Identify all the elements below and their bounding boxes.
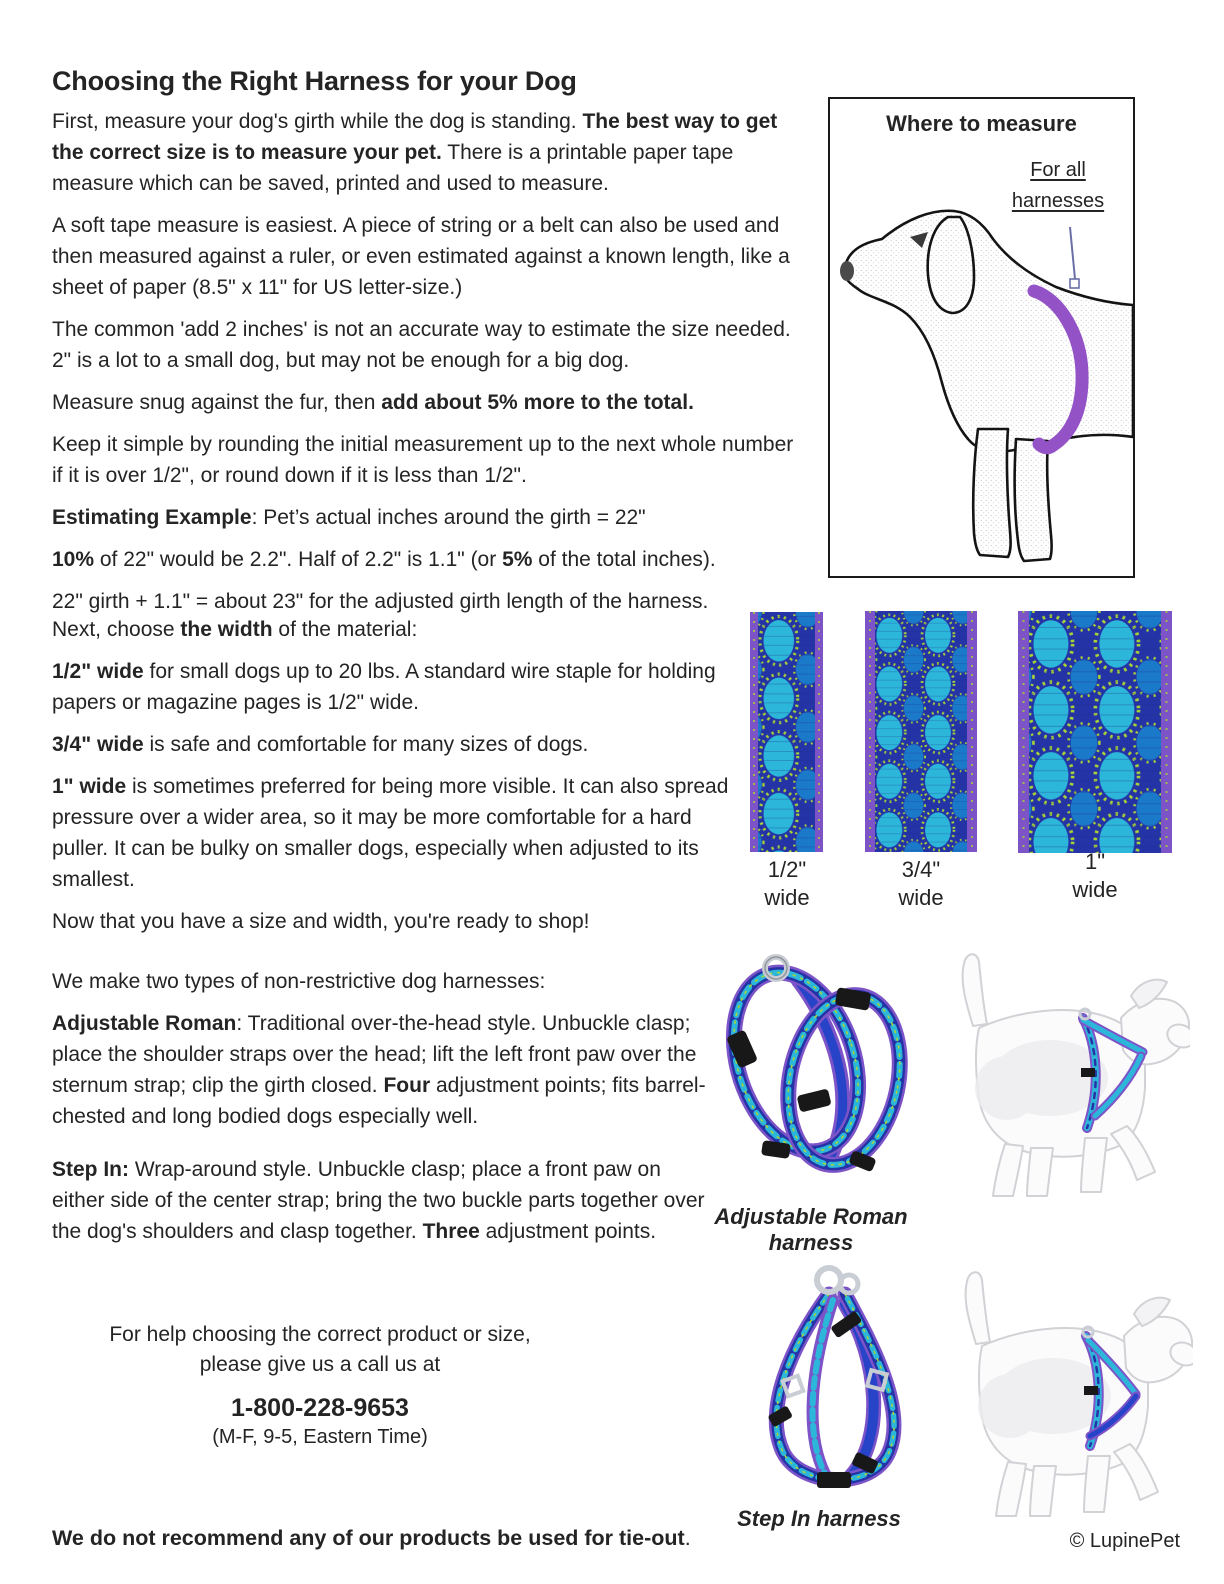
phone-hours: (M-F, 9-5, Eastern Time)	[212, 1426, 428, 1448]
paragraph-half-inch: 1/2" wide for small dogs up to 20 lbs. A standard wire staple for holding papers or magazine pages is 1/2" wide.	[52, 660, 716, 714]
measure-box-title: Where to measure	[886, 111, 1077, 136]
leader-line	[1070, 227, 1075, 279]
paragraph-one-inch: 1" wide is sometimes preferred for being more visible. It can also spread pressure over a wider area, so it may be more comfortable for a hard puller. It can be bulky on smaller dogs, especially when adjusted to its smallest.	[52, 775, 729, 891]
paragraph-add-2-inches: The common 'add 2 inches' is not an accurate way to estimate the size needed. 2" is a lot to a small dog, but may not be enough for a big dog.	[52, 318, 791, 372]
width-section	[52, 614, 730, 906]
help-line-2: please give us a call us at	[199, 1353, 441, 1376]
mannequin-dog-stepin	[938, 1262, 1193, 1524]
dog-nose	[840, 261, 854, 281]
stepin-harness-caption: Step In harness	[737, 1506, 901, 1531]
help-line-1: For help choosing the correct product or size,	[109, 1323, 531, 1346]
paragraph-adjustable-roman: Adjustable Roman: Traditional over-the-head style. Unbuckle clasp; place the shoulder straps over the head; lift the left front paw over the sternum strap; clip the girth closed. Four adjustment points; fits barrel-chested and long bodied dogs especially well.	[52, 1012, 706, 1128]
tie-out-notice: We do not recommend any of our products be used for tie-out.	[52, 1526, 691, 1550]
swatch-label-three-quarter-inch: 3/4" wide	[898, 857, 944, 910]
paragraph-three-quarter-inch: 3/4" wide is safe and comfortable for many sizes of dogs.	[52, 733, 589, 756]
roman-harness-photo	[712, 946, 927, 1198]
copyright: © LupinePet	[1069, 1530, 1180, 1552]
paragraph-rounding: Keep it simple by rounding the initial measurement up to the next whole number if it is over 1/2", or round down if it is less than 1/2".	[52, 433, 794, 487]
intro-section	[52, 106, 800, 628]
dog-tail	[966, 1272, 990, 1344]
ready-to-shop-line: Now that you have a size and width, you're ready to shop!	[52, 910, 590, 933]
leader-marker	[1070, 279, 1079, 288]
paragraph-ten-percent: 10% of 22" would be 2.2". Half of 2.2" is 1.1" (or 5% of the total inches).	[52, 548, 716, 571]
page-title: Choosing the Right Harness for your Dog	[52, 66, 577, 97]
swatch-label-one-inch: 1" wide	[1072, 849, 1118, 902]
paragraph-adjusted-girth: 22" girth + 1.1" = about 23" for the adjusted girth length of the harness.	[52, 590, 709, 613]
stepin-harness-photo	[733, 1260, 938, 1510]
swatch-label-half-inch: 1/2" wide	[764, 857, 810, 910]
for-all-harnesses-label: For all harnesses	[1011, 159, 1105, 212]
webbing-swatch-half-inch	[750, 612, 823, 852]
dog-tail	[963, 954, 987, 1026]
where-to-measure-box	[828, 97, 1135, 578]
webbing-swatch-one-inch	[1018, 611, 1172, 853]
paragraph-measure-snug: Measure snug against the fur, then add about 5% more to the total.	[52, 391, 694, 414]
paragraph-estimating-example: Estimating Example: Pet’s actual inches around the girth = 22"	[52, 506, 646, 529]
help-contact-block	[60, 1320, 580, 1451]
paragraph-step-in: Step In: Wrap-around style. Unbuckle clasp; place a front paw on either side of the center strap; bring the two buckle parts together over the dog's shoulders and clasp together. Three adjustment points.	[52, 1158, 705, 1243]
harness-types-section	[52, 966, 706, 1258]
paragraph-two-types: We make two types of non-restrictive dog harnesses:	[52, 970, 546, 993]
roman-harness-caption: Adjustable Roman harness	[714, 1204, 908, 1255]
phone-number: 1-800-228-9653	[231, 1394, 409, 1422]
paragraph-choose-width: Next, choose the width of the material:	[52, 618, 418, 641]
paragraph-soft-tape: A soft tape measure is easiest. A piece of string or a belt can also be used and then measured against a ruler, or even estimated against a known length, like a sheet of paper (8.5" x 11" for US letter-size.)	[52, 214, 790, 299]
mannequin-dog-roman	[935, 948, 1190, 1203]
webbing-swatch-three-quarter-inch	[865, 611, 977, 852]
paragraph-measure-first: First, measure your dog's girth while the dog is standing. The best way to get the correct size is to measure your pet. There is a printable paper tape measure which can be saved, printed and used to measure.	[52, 110, 778, 195]
